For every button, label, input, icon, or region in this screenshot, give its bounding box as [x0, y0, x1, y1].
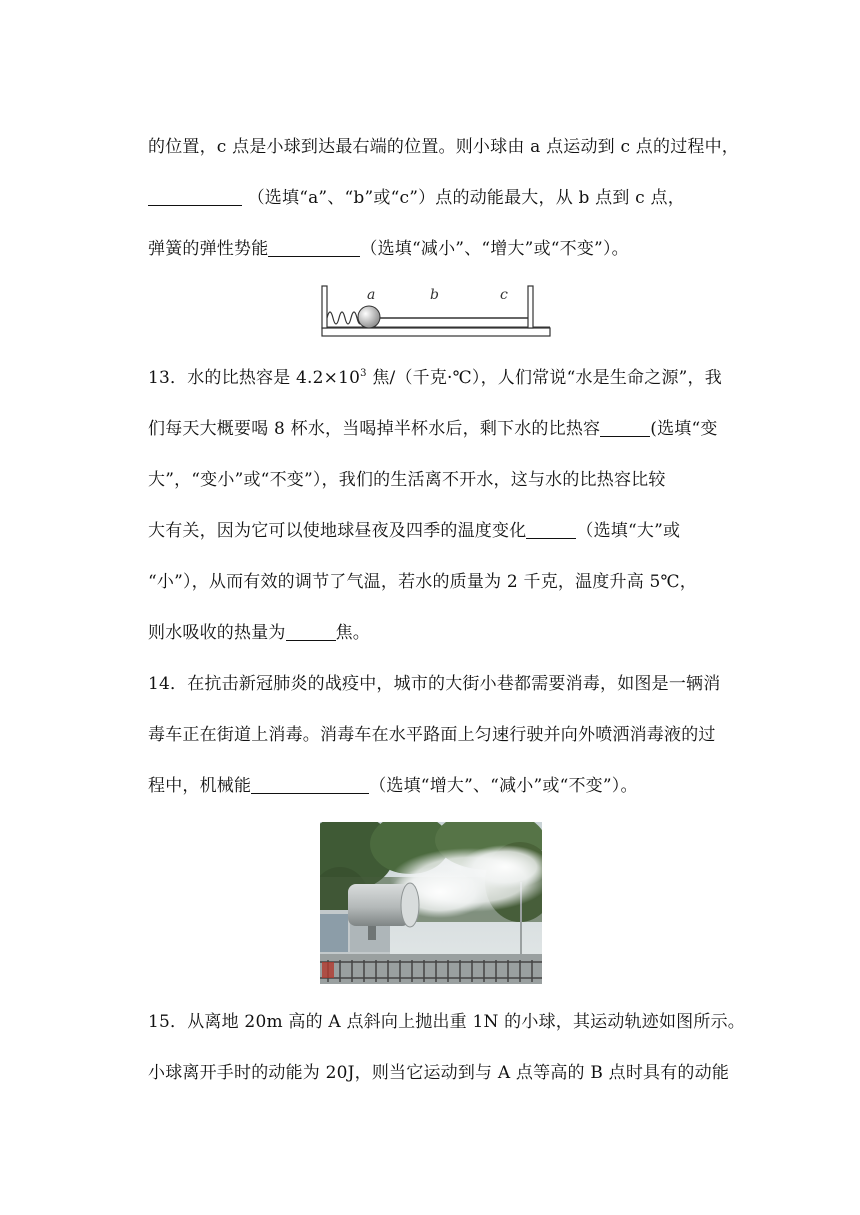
q13-line-2 [148, 418, 718, 440]
truck-illustration [320, 822, 542, 984]
q13-line-4-post: （选填“大”或 [576, 521, 681, 541]
q13-line-5: “小”），从而有效的调节了气温，若水的质量为 2 千克，温度升高 5℃， [148, 572, 697, 592]
right-wall [528, 286, 533, 328]
q13-line-3: 大”，“变小”或“不变”），我们的生活离不开水，这与水的比热容比较 [148, 470, 666, 490]
answer-blank-q13-3[interactable] [286, 623, 336, 641]
q13-line-2-post: (选填“变 [650, 419, 718, 439]
q13-line-4 [148, 520, 680, 542]
q13-line-6 [148, 622, 370, 644]
q13-line-4-pre: 大有关，因为它可以使地球昼夜及四季的温度变化 [148, 521, 527, 541]
left-wall [322, 286, 327, 328]
q14-line-2: 毒车正在街道上消毒。消毒车在水平路面上匀速行驶并向外喷洒消毒液的过 [148, 725, 716, 745]
q13-line-1 [148, 367, 722, 389]
ball [358, 306, 380, 328]
q13-exponent: 3 [360, 368, 367, 379]
label-a: a [367, 287, 376, 303]
q13-line-6-post: 焦。 [335, 623, 371, 643]
answer-blank-q14-1[interactable] [251, 776, 369, 794]
answer-blank-q13-2[interactable] [526, 521, 576, 539]
q12-line-2-text: （选填“a”、“b”或“c”）点的动能最大，从 b 点到 c 点， [247, 188, 685, 208]
q14-line-3-post: （选填“增大”、“减小”或“不变”）。 [369, 776, 638, 796]
q15-line-1: 15．从离地 20m 高的 A 点斜向上抛出重 1N 的小球，其运动轨迹如图所示。 [148, 1012, 745, 1032]
q14-line-3 [148, 775, 638, 797]
q12-line-1: 的位置，c 点是小球到达最右端的位置。则小球由 a 点运动到 c 点的过程中， [148, 137, 739, 157]
q13-line-1-post: 焦/（千克·℃），人们常说“水是生命之源”，我 [366, 368, 722, 388]
q14-line-1: 14．在抗击新冠肺炎的战疫中，城市的大街小巷都需要消毒，如图是一辆消 [148, 674, 721, 694]
label-b: b [430, 287, 439, 303]
answer-blank-q12-2[interactable] [268, 239, 360, 257]
q12-line-3-post: （选填“减小”、“增大”或“不变”）。 [360, 239, 629, 259]
q13-line-1-pre: 13．水的比热容是 4.2×10 [148, 368, 361, 388]
q12-line-3 [148, 238, 629, 260]
q14-line-3-pre: 程中，机械能 [148, 776, 252, 796]
q12-line-2 [148, 187, 685, 209]
disinfection-truck-photo [320, 822, 542, 984]
q13-line-2-pre: 们每天大概要喝 8 杯水，当喝掉半杯水后，剩下水的比热容 [148, 419, 601, 439]
spring-ball-diagram [320, 282, 552, 338]
answer-blank-q12-1[interactable] [148, 188, 242, 206]
q12-line-3-pre: 弹簧的弹性势能 [148, 239, 269, 259]
answer-blank-q13-1[interactable] [600, 419, 650, 437]
diagram-base [322, 328, 550, 336]
q15-line-2: 小球离开手时的动能为 20J，则当它运动到与 A 点等高的 B 点时具有的动能 [148, 1063, 730, 1083]
label-c: c [500, 287, 508, 303]
q13-line-6-pre: 则水吸收的热量为 [148, 623, 286, 643]
